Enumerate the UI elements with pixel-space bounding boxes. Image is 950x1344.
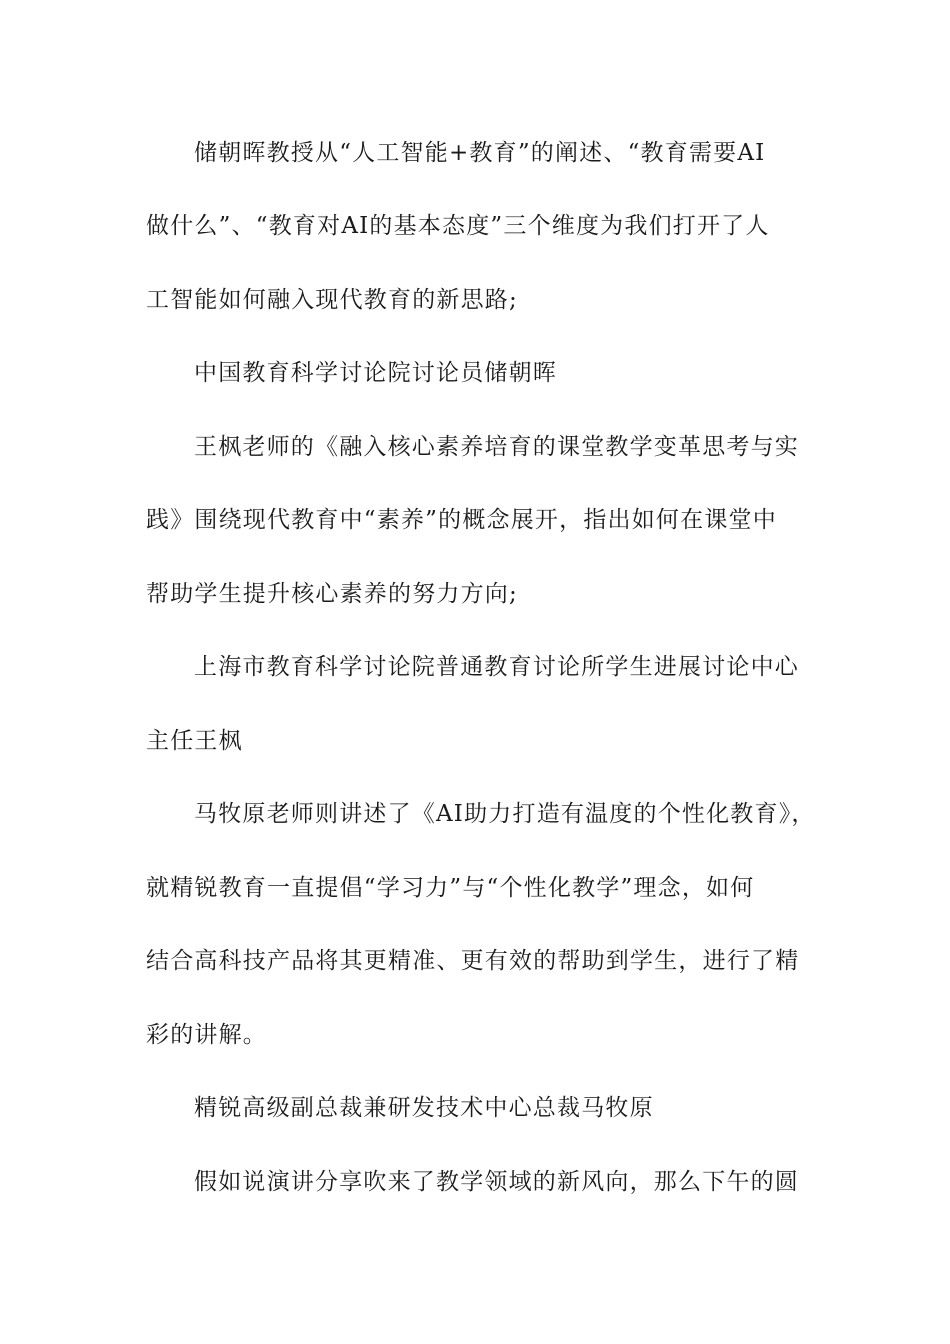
paragraph-4-line-2: 主任王枫 bbox=[146, 728, 243, 754]
paragraph-5-line-3: 结合高科技产品将其更精准、更有效的帮助到学生，进行了精 bbox=[146, 948, 800, 974]
paragraph-4-line-1: 上海市教育科学讨论院普通教育讨论所学生进展讨论中心 bbox=[194, 654, 799, 680]
paragraph-1-line-2: 做什么”、“教育对AI的基本态度”三个维度为我们打开了人 bbox=[146, 213, 770, 239]
paragraph-5-line-2: 就精锐教育一直提倡“学习力”与“个性化教学”理念，如何 bbox=[146, 875, 755, 901]
paragraph-3-line-2: 践》围绕现代教育中“素养”的概念展开，指出如何在课堂中 bbox=[146, 507, 777, 533]
paragraph-3-line-3: 帮助学生提升核心素养的努力方向; bbox=[146, 581, 518, 607]
paragraph-1-line-1: 储朝晖教授从“人工智能+教育”的阐述、“教育需要AI bbox=[194, 140, 766, 166]
paragraph-1-line-3: 工智能如何融入现代教育的新思路; bbox=[146, 287, 518, 313]
paragraph-6-line-1: 精锐高级副总裁兼研发技术中心总裁马牧原 bbox=[194, 1095, 654, 1121]
paragraph-5-line-4: 彩的讲解。 bbox=[146, 1022, 267, 1048]
paragraph-5-line-1: 马牧原老师则讲述了《AI助力打造有温度的个性化教育》， bbox=[194, 801, 816, 827]
paragraph-3-line-1: 王枫老师的《融入核心素养培育的课堂教学变革思考与实 bbox=[194, 434, 799, 460]
paragraph-7-line-1: 假如说演讲分享吹来了教学领域的新风向，那么下午的圆 bbox=[194, 1169, 799, 1195]
paragraph-2-line-1: 中国教育科学讨论院讨论员储朝晖 bbox=[194, 360, 557, 386]
